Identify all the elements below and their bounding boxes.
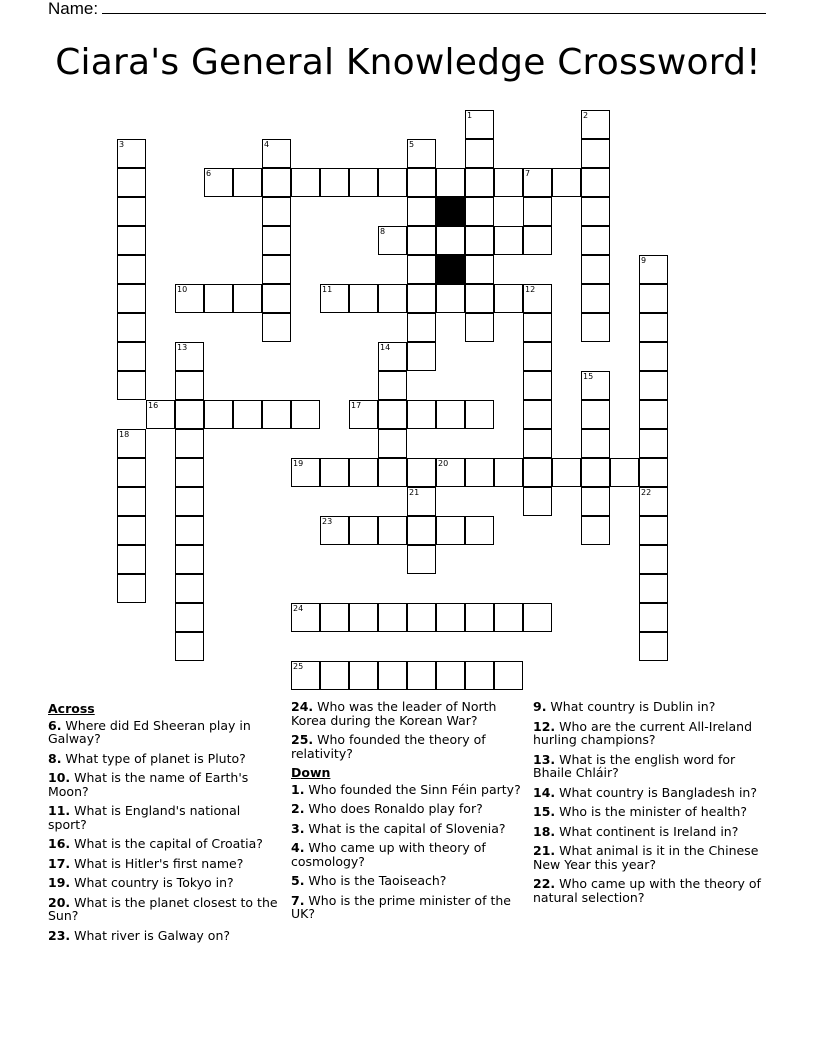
clue-number: 8. bbox=[48, 750, 62, 766]
grid-cell[interactable] bbox=[378, 516, 407, 545]
clue-number: 10. bbox=[48, 770, 71, 785]
grid-cell[interactable] bbox=[523, 313, 552, 342]
grid-cell[interactable] bbox=[639, 545, 668, 574]
down-clue-7 bbox=[291, 894, 523, 921]
down-clue-15 bbox=[533, 805, 765, 819]
clue-text: Who is the minister of health? bbox=[555, 804, 747, 819]
grid-cell[interactable] bbox=[349, 603, 378, 632]
grid-cell[interactable] bbox=[117, 545, 146, 574]
clue-number: 3. bbox=[291, 820, 305, 836]
clue-number-13: 13 bbox=[177, 343, 188, 352]
grid-cell[interactable] bbox=[378, 400, 407, 429]
down-clue-14 bbox=[533, 786, 765, 800]
clue-text: What country is Bangladesh in? bbox=[555, 784, 757, 800]
grid-cell[interactable] bbox=[639, 400, 668, 429]
clue-number: 17. bbox=[48, 855, 71, 871]
clue-number-3: 3 bbox=[119, 140, 125, 149]
clue-number: 12. bbox=[533, 718, 556, 734]
clue-number-6: 6 bbox=[206, 169, 212, 178]
grid-cell[interactable] bbox=[523, 284, 552, 313]
clue-text: Where did Ed Sheeran play in Galway? bbox=[48, 717, 251, 746]
down-clue-5 bbox=[291, 874, 523, 888]
grid-cell[interactable] bbox=[378, 284, 407, 313]
clue-number: 16. bbox=[48, 836, 71, 851]
grid-cell[interactable] bbox=[407, 168, 436, 197]
grid-cell[interactable] bbox=[117, 313, 146, 342]
across-clue-8 bbox=[48, 752, 280, 766]
grid-cell[interactable] bbox=[639, 603, 668, 632]
grid-cell[interactable] bbox=[581, 284, 610, 313]
grid-cell[interactable] bbox=[349, 661, 378, 690]
grid-cell[interactable] bbox=[291, 400, 320, 429]
grid-cell[interactable] bbox=[117, 168, 146, 197]
grid-cell[interactable] bbox=[117, 255, 146, 284]
grid-cell[interactable] bbox=[581, 458, 610, 487]
grid-cell[interactable] bbox=[581, 400, 610, 429]
across-clue-25 bbox=[291, 733, 523, 760]
grid-cell[interactable] bbox=[175, 487, 204, 516]
clue-number: 19. bbox=[48, 875, 71, 890]
clue-number: 4. bbox=[291, 840, 305, 855]
grid-cell[interactable] bbox=[117, 284, 146, 313]
grid-cell[interactable] bbox=[407, 255, 436, 284]
grid-cell[interactable] bbox=[639, 284, 668, 313]
clue-text: What type of planet is Pluto? bbox=[61, 750, 246, 766]
grid-cell[interactable] bbox=[465, 516, 494, 545]
clue-text: What is the planet closest to the Sun? bbox=[48, 894, 278, 923]
grid-cell[interactable] bbox=[117, 197, 146, 226]
clue-number: 21. bbox=[533, 843, 556, 858]
grid-cell[interactable] bbox=[465, 255, 494, 284]
grid-cell[interactable] bbox=[117, 371, 146, 400]
grid-cell[interactable] bbox=[320, 168, 349, 197]
grid-cell[interactable] bbox=[407, 400, 436, 429]
clue-number-18: 18 bbox=[119, 430, 130, 439]
grid-cell[interactable] bbox=[407, 284, 436, 313]
clue-text: Who was the leader of North Korea during the Korean War? bbox=[291, 699, 497, 728]
grid-cell[interactable] bbox=[262, 197, 291, 226]
clue-text: What is the english word for Bhaile Chláir? bbox=[533, 751, 736, 780]
clue-number: 11. bbox=[48, 803, 71, 818]
down-clue-21 bbox=[533, 844, 765, 871]
clue-text: What continent is Ireland in? bbox=[555, 823, 739, 839]
grid-cell[interactable] bbox=[320, 661, 349, 690]
across-clue-17 bbox=[48, 857, 280, 871]
clue-text: Who came up with the theory of natural selection? bbox=[533, 876, 761, 905]
grid-cell[interactable] bbox=[639, 255, 668, 284]
clues-column-1 bbox=[48, 700, 280, 948]
grid-cell[interactable] bbox=[146, 400, 175, 429]
across-clue-24 bbox=[291, 700, 523, 727]
grid-cell[interactable] bbox=[291, 603, 320, 632]
clue-number: 2. bbox=[291, 801, 305, 816]
down-clue-2 bbox=[291, 802, 523, 816]
grid-cell[interactable] bbox=[378, 168, 407, 197]
grid-cell[interactable] bbox=[349, 168, 378, 197]
grid-cell[interactable] bbox=[262, 313, 291, 342]
name-label: Name: bbox=[48, 0, 99, 18]
grid-cell[interactable] bbox=[523, 226, 552, 255]
grid-cell[interactable] bbox=[262, 139, 291, 168]
clue-text: Who founded the theory of relativity? bbox=[291, 732, 486, 761]
clue-text: What is Hitler's first name? bbox=[70, 855, 244, 871]
clue-number-7: 7 bbox=[525, 169, 531, 178]
down-heading: Down bbox=[291, 765, 331, 780]
clue-number: 15. bbox=[533, 804, 556, 819]
grid-cell[interactable] bbox=[349, 400, 378, 429]
grid-cell[interactable] bbox=[175, 284, 204, 313]
grid-cell[interactable] bbox=[465, 284, 494, 313]
clue-number: 7. bbox=[291, 892, 305, 908]
grid-cell[interactable] bbox=[175, 545, 204, 574]
grid-cell[interactable] bbox=[407, 487, 436, 516]
down-clue-13 bbox=[533, 753, 765, 780]
grid-cell[interactable] bbox=[407, 226, 436, 255]
grid-cell[interactable] bbox=[639, 632, 668, 661]
grid-cell[interactable] bbox=[494, 284, 523, 313]
grid-cell[interactable] bbox=[639, 574, 668, 603]
clue-number-11: 11 bbox=[322, 285, 333, 294]
grid-cell[interactable] bbox=[581, 255, 610, 284]
clue-number-23: 23 bbox=[322, 517, 333, 526]
grid-cell-black bbox=[436, 255, 465, 284]
clue-number: 24. bbox=[291, 699, 314, 714]
clue-number-19: 19 bbox=[293, 459, 304, 468]
grid-cell[interactable] bbox=[407, 516, 436, 545]
grid-cell[interactable] bbox=[465, 661, 494, 690]
clue-number-9: 9 bbox=[641, 256, 647, 265]
grid-cell[interactable] bbox=[639, 342, 668, 371]
grid-cell[interactable] bbox=[639, 458, 668, 487]
down-clue-9 bbox=[533, 700, 765, 714]
grid-cell[interactable] bbox=[552, 168, 581, 197]
grid-cell[interactable] bbox=[581, 371, 610, 400]
clue-text: Who are the current All-Ireland hurling champions? bbox=[533, 718, 753, 747]
grid-cell[interactable] bbox=[233, 168, 262, 197]
clue-number-10: 10 bbox=[177, 285, 188, 294]
clue-text: What is the name of Earth's Moon? bbox=[48, 770, 249, 799]
grid-cell[interactable] bbox=[639, 487, 668, 516]
grid-cell[interactable] bbox=[610, 458, 639, 487]
grid-cell[interactable] bbox=[117, 574, 146, 603]
down-clue-22 bbox=[533, 877, 765, 904]
grid-cell[interactable] bbox=[262, 255, 291, 284]
clue-text: Who is the prime minister of the UK? bbox=[291, 892, 511, 921]
across-clue-19 bbox=[48, 876, 280, 890]
clue-number-1: 1 bbox=[467, 111, 473, 120]
grid-cell[interactable] bbox=[407, 603, 436, 632]
grid-cell[interactable] bbox=[262, 400, 291, 429]
clue-number-17: 17 bbox=[351, 401, 362, 410]
clue-text: What is the capital of Slovenia? bbox=[304, 820, 506, 836]
grid-cell[interactable] bbox=[378, 603, 407, 632]
grid-cell[interactable] bbox=[465, 400, 494, 429]
grid-cell[interactable] bbox=[117, 458, 146, 487]
clue-number-5: 5 bbox=[409, 140, 415, 149]
grid-cell[interactable] bbox=[407, 139, 436, 168]
grid-cell[interactable] bbox=[349, 458, 378, 487]
grid-cell[interactable] bbox=[436, 458, 465, 487]
grid-cell[interactable] bbox=[581, 516, 610, 545]
clue-number: 22. bbox=[533, 876, 556, 891]
grid-cell[interactable] bbox=[494, 458, 523, 487]
grid-cell[interactable] bbox=[262, 284, 291, 313]
page-title: Ciara's General Knowledge Crossword! bbox=[55, 42, 761, 83]
clue-number: 14. bbox=[533, 784, 556, 800]
down-clue-4 bbox=[291, 841, 523, 868]
grid-cell[interactable] bbox=[581, 168, 610, 197]
down-clue-3 bbox=[291, 822, 523, 836]
grid-cell[interactable] bbox=[581, 487, 610, 516]
grid-cell[interactable] bbox=[581, 313, 610, 342]
across-clue-16 bbox=[48, 837, 280, 851]
grid-cell[interactable] bbox=[581, 226, 610, 255]
grid-cell[interactable] bbox=[349, 516, 378, 545]
grid-cell[interactable] bbox=[407, 342, 436, 371]
grid-cell[interactable] bbox=[523, 371, 552, 400]
grid-cell[interactable] bbox=[436, 661, 465, 690]
grid-cell[interactable] bbox=[175, 603, 204, 632]
grid-cell[interactable] bbox=[320, 603, 349, 632]
grid-cell[interactable] bbox=[436, 603, 465, 632]
clues-column-3 bbox=[533, 700, 765, 910]
grid-cell[interactable] bbox=[523, 603, 552, 632]
grid-cell[interactable] bbox=[117, 226, 146, 255]
grid-cell[interactable] bbox=[581, 139, 610, 168]
clue-number-14: 14 bbox=[380, 343, 391, 352]
grid-cell[interactable] bbox=[639, 516, 668, 545]
grid-cell[interactable] bbox=[378, 458, 407, 487]
grid-cell[interactable] bbox=[639, 429, 668, 458]
across-clue-23 bbox=[48, 929, 280, 943]
grid-cell[interactable] bbox=[494, 168, 523, 197]
grid-cell[interactable] bbox=[378, 661, 407, 690]
grid-cell[interactable] bbox=[436, 226, 465, 255]
grid-cell[interactable] bbox=[233, 400, 262, 429]
clue-number: 13. bbox=[533, 751, 556, 767]
grid-cell[interactable] bbox=[320, 284, 349, 313]
grid-cell[interactable] bbox=[175, 342, 204, 371]
grid-cell[interactable] bbox=[117, 342, 146, 371]
clue-text: Who is the Taoiseach? bbox=[304, 873, 447, 888]
grid-cell[interactable] bbox=[494, 661, 523, 690]
grid-cell[interactable] bbox=[378, 371, 407, 400]
clue-number: 5. bbox=[291, 873, 305, 888]
grid-cell[interactable] bbox=[494, 603, 523, 632]
grid-cell[interactable] bbox=[552, 458, 581, 487]
grid-cell[interactable] bbox=[436, 168, 465, 197]
clue-text: What is the capital of Croatia? bbox=[70, 836, 263, 851]
grid-cell[interactable] bbox=[581, 429, 610, 458]
clue-number-2: 2 bbox=[583, 111, 589, 120]
clue-number-21: 21 bbox=[409, 488, 420, 497]
grid-cell[interactable] bbox=[523, 342, 552, 371]
clue-number: 23. bbox=[48, 927, 71, 943]
grid-cell[interactable] bbox=[523, 487, 552, 516]
across-clue-10 bbox=[48, 771, 280, 798]
grid-cell[interactable] bbox=[465, 168, 494, 197]
grid-cell[interactable] bbox=[407, 197, 436, 226]
grid-cell[interactable] bbox=[291, 458, 320, 487]
grid-cell[interactable] bbox=[407, 313, 436, 342]
grid-cell[interactable] bbox=[204, 284, 233, 313]
grid-cell[interactable] bbox=[204, 168, 233, 197]
down-clue-1 bbox=[291, 783, 523, 797]
grid-cell[interactable] bbox=[117, 429, 146, 458]
clue-text: What country is Dublin in? bbox=[546, 699, 716, 714]
grid-cell[interactable] bbox=[175, 458, 204, 487]
clue-number-8: 8 bbox=[380, 227, 386, 236]
grid-cell[interactable] bbox=[175, 371, 204, 400]
grid-cell[interactable] bbox=[465, 197, 494, 226]
grid-cell[interactable] bbox=[175, 632, 204, 661]
clue-number: 9. bbox=[533, 699, 547, 714]
clue-text: Who came up with theory of cosmology? bbox=[291, 840, 486, 869]
clue-number-12: 12 bbox=[525, 285, 536, 294]
clue-number: 18. bbox=[533, 823, 556, 839]
grid-cell[interactable] bbox=[320, 516, 349, 545]
grid-cell[interactable] bbox=[117, 516, 146, 545]
grid-cell[interactable] bbox=[523, 458, 552, 487]
grid-cell[interactable] bbox=[639, 313, 668, 342]
clue-number: 20. bbox=[48, 894, 71, 910]
grid-cell[interactable] bbox=[262, 168, 291, 197]
grid-cell[interactable] bbox=[465, 458, 494, 487]
grid-cell[interactable] bbox=[465, 313, 494, 342]
grid-cell[interactable] bbox=[320, 458, 349, 487]
grid-cell[interactable] bbox=[378, 342, 407, 371]
grid-cell[interactable] bbox=[494, 226, 523, 255]
clue-number-16: 16 bbox=[148, 401, 159, 410]
clue-number: 1. bbox=[291, 781, 305, 797]
grid-cell[interactable] bbox=[378, 226, 407, 255]
grid-cell[interactable] bbox=[117, 487, 146, 516]
grid-cell[interactable] bbox=[465, 226, 494, 255]
across-clue-11 bbox=[48, 804, 280, 831]
grid-cell[interactable] bbox=[523, 197, 552, 226]
clue-text: What river is Galway on? bbox=[70, 927, 230, 943]
grid-cell[interactable] bbox=[639, 371, 668, 400]
grid-cell-black bbox=[436, 197, 465, 226]
grid-cell[interactable] bbox=[233, 284, 262, 313]
grid-cell[interactable] bbox=[262, 226, 291, 255]
down-clue-18 bbox=[533, 825, 765, 839]
clue-text: Who does Ronaldo play for? bbox=[304, 801, 483, 816]
clue-text: What country is Tokyo in? bbox=[70, 875, 234, 890]
grid-cell[interactable] bbox=[465, 110, 494, 139]
grid-cell[interactable] bbox=[465, 603, 494, 632]
grid-cell[interactable] bbox=[117, 139, 146, 168]
clue-text: What is England's national sport? bbox=[48, 803, 241, 832]
clue-number: 6. bbox=[48, 717, 62, 733]
grid-cell[interactable] bbox=[378, 429, 407, 458]
clue-number-15: 15 bbox=[583, 372, 594, 381]
grid-cell[interactable] bbox=[407, 661, 436, 690]
across-clue-20 bbox=[48, 896, 280, 923]
grid-cell[interactable] bbox=[436, 516, 465, 545]
clue-text: What animal is it in the Chinese New Year this year? bbox=[533, 843, 759, 872]
clue-number-20: 20 bbox=[438, 459, 449, 468]
grid-cell[interactable] bbox=[523, 429, 552, 458]
grid-cell[interactable] bbox=[175, 429, 204, 458]
clue-number-22: 22 bbox=[641, 488, 652, 497]
clue-number-24: 24 bbox=[293, 604, 304, 613]
down-clue-12 bbox=[533, 720, 765, 747]
clues-column-2 bbox=[291, 700, 523, 927]
across-heading: Across bbox=[48, 701, 95, 716]
grid-cell[interactable] bbox=[436, 400, 465, 429]
grid-cell[interactable] bbox=[523, 168, 552, 197]
grid-cell[interactable] bbox=[465, 139, 494, 168]
clue-text: Who founded the Sinn Féin party? bbox=[304, 781, 521, 797]
grid-cell[interactable] bbox=[349, 284, 378, 313]
grid-cell[interactable] bbox=[407, 545, 436, 574]
grid-cell[interactable] bbox=[291, 168, 320, 197]
grid-cell[interactable] bbox=[581, 110, 610, 139]
grid-cell[interactable] bbox=[523, 400, 552, 429]
clue-number-25: 25 bbox=[293, 662, 304, 671]
grid-cell[interactable] bbox=[581, 197, 610, 226]
clue-number: 25. bbox=[291, 732, 314, 747]
grid-cell[interactable] bbox=[407, 458, 436, 487]
across-clue-6 bbox=[48, 719, 280, 746]
grid-cell[interactable] bbox=[175, 516, 204, 545]
grid-cell[interactable] bbox=[175, 400, 204, 429]
clue-number-4: 4 bbox=[264, 140, 270, 149]
grid-cell[interactable] bbox=[175, 574, 204, 603]
grid-cell[interactable] bbox=[291, 661, 320, 690]
grid-cell[interactable] bbox=[436, 284, 465, 313]
grid-cell[interactable] bbox=[204, 400, 233, 429]
